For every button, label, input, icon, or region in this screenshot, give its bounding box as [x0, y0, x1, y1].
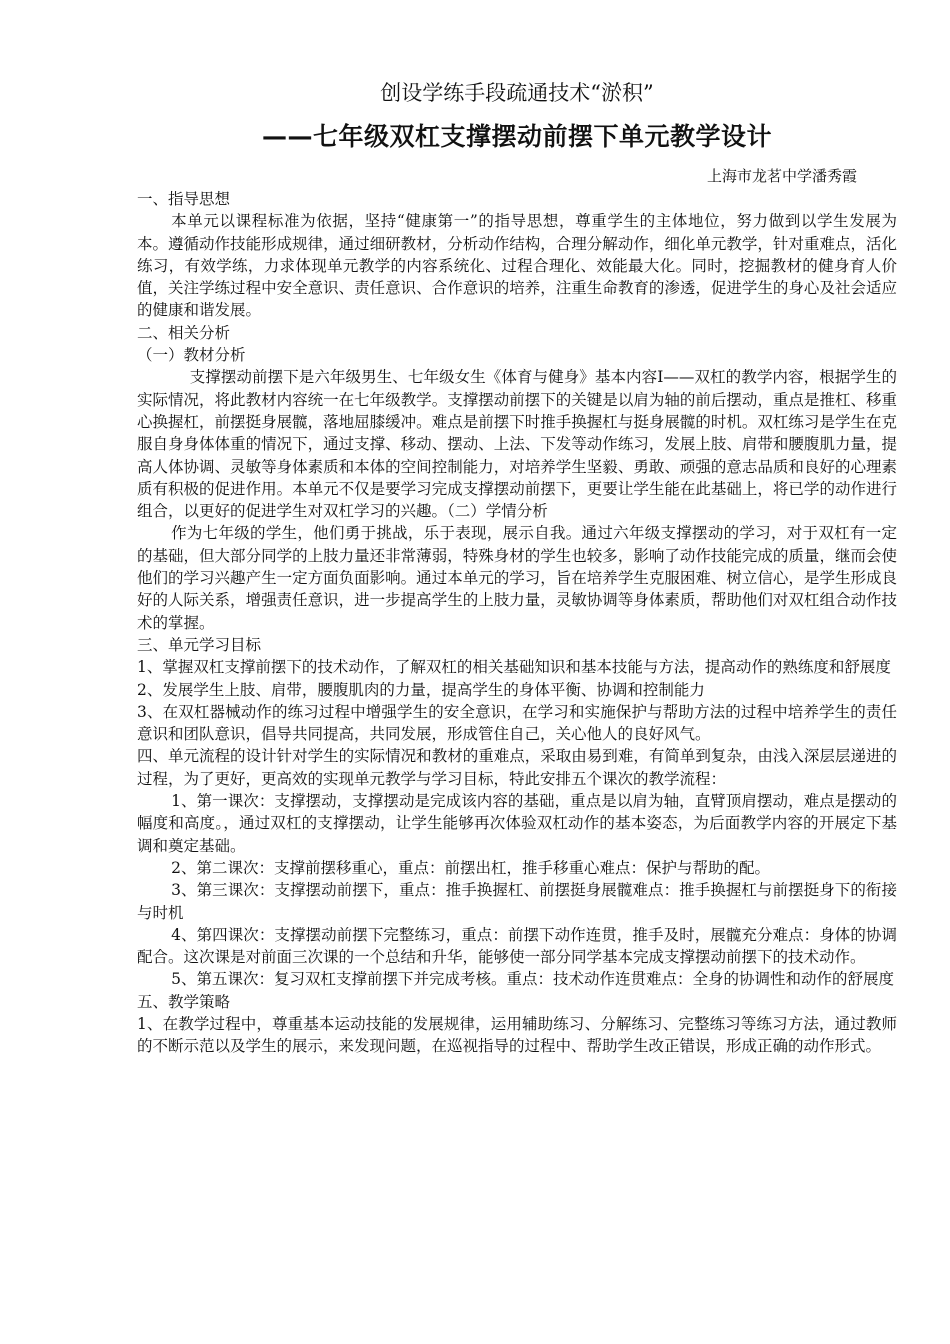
document-page: [137, 78, 897, 1058]
lesson-item: 1、第一课次：支撑摆动，支撑摆动是完成该内容的基础，重点是以肩为轴，直臂顶肩摆动，难点是摆动的幅度和高度。，通过双杠的支撑摆动，让学生能够再次体验双杠动作的基本姿态，为后面教学内容的开展定下基调和奠定基础。: [137, 792, 897, 855]
subsection-heading-material: （一）教材分析: [137, 346, 246, 365]
goal-item: 1、掌握双杠支撑前摆下的技术动作，了解双杠的相关基础知识和基本技能与方法，提高动作的熟练度和舒展度: [137, 658, 891, 677]
document-title: 创设学练手段疏通技术“淤积”: [380, 81, 654, 105]
goal-item: 3、在双杠器械动作的练习过程中增强学生的安全意识，在学习和实施保护与帮助方法的过程中培养学生的责任意识和团队意识，倡导共同提高，共同发展，形成管住自己，关心他人的良好风气。: [137, 702, 897, 744]
author-line: 上海市龙茗中学潘秀霞: [706, 167, 857, 185]
section-heading-analysis: 二、相关分析: [137, 323, 231, 342]
document-subtitle: ——七年级双杠支撑摆动前摆下单元教学设计: [261, 122, 772, 151]
paragraph-guiding-idea: 本单元以课程标准为依据，坚持“健康第一”的指导思想，尊重学生的主体地位，努力做到以学生发展为本。遵循动作技能形成规律，通过细研教材，分析动作结构，合理分解动作，细化单元教学，针对重难点，活化练习，有效学练，力求体现单元教学的内容系统化、过程合理化、效能最大化。同时，挖掘教材的健身育人价值，关注学练过程中安全意识、责任意识、合作意识的培养，注重生命教育的渗透，促进学生的身心及社会适应的健康和谐发展。: [137, 212, 897, 320]
lesson-item: 5、第五课次：复习双杠支撑前摆下并完成考核。重点：技术动作连贯难点：全身的协调性和动作的舒展度: [171, 970, 894, 989]
paragraph-student-analysis: 作为七年级的学生，他们勇于挑战，乐于表现，展示自我。通过六年级支撑摆动的学习，对于双杠有一定的基础，但大部分同学的上肢力量还非常薄弱，特殊身材的学生也较多，影响了动作技能完成的质量，继而会使他们的学习兴趣产生一定方面负面影响。通过本单元的学习，旨在培养学生克服困难、树立信心，是学生形成良好的人际关系，增强责任意识，进一步提高学生的上肢力量，灵敏协调等身体素质，帮助他们对双杠组合动作技术的掌握。: [137, 524, 897, 632]
lesson-item: 2、第二课次：支撑前摆移重心，重点：前摆出杠，推手移重心难点：保护与帮助的配。: [171, 858, 770, 877]
lesson-item: 4、第四课次：支撑摆动前摆下完整练习，重点：前摆下动作连贯，推手及时，展髋充分难点：身体的协调配合。这次课是对前面三次课的一个总结和升华，能够使一部分同学基本完成支撑摆动前摆下的技术动作。: [137, 925, 897, 967]
lesson-item: 3、第三课次：支撑摆动前摆下，重点：推手换握杠、前摆挺身展髋难点：推手换握杠与前摆挺身下的衔接与时机: [137, 881, 897, 922]
paragraph-material-analysis: 支撑摆动前摆下是六年级男生、七年级女生《体育与健身》基本内容Ⅰ——双杠的教学内容，根据学生的实际情况，将此教材内容统一在七年级教学。支撑摆动前摆下的关键是以肩为轴的前后摆动，重点是推杠、移重心换握杠，前摆挺身展髋，落地屈膝缓冲。难点是前摆下时推手换握杠与挺身展髋的时机。双杠练习是学生在克服自身身体体重的情况下，通过支撑、移动、摆动、上法、下发等动作练习，发展上肢、肩带和腰腹肌力量，提高人体协调、灵敏等身体素质和本体的空间控制能力，对培养学生坚毅、勇敢、顽强的意志品质和良好的心理素质有积极的促进作用。本单元不仅是要学习完成支撑摆动前摆下，更要让学生能在此基础上，将已学的动作进行组合，以更好的促进学生对双杠学习的兴趣。（二）学情分析: [137, 368, 897, 521]
section-heading-guiding-idea: 一、指导思想: [137, 190, 231, 208]
section-heading-strategy: 五、教学策略: [137, 992, 231, 1011]
goal-item: 2、发展学生上肢、肩带，腰腹肌肉的力量，提高学生的身体平衡、协调和控制能力: [137, 680, 705, 699]
section-intro-unit-flow: 四、单元流程的设计针对学生的实际情况和教材的重难点，采取由易到难，有简单到复杂，由浅入深层层递进的过程，为了更好，更高效的实现单元教学与学习目标，特此安排五个课次的教学流程：: [137, 747, 897, 788]
strategy-item: 1、在教学过程中，尊重基本运动技能的发展规律，运用辅助练习、分解练习、完整练习等练习方法，通过教师的不断示范以及学生的展示，来发现问题，在巡视指导的过程中、帮助学生改正错误，形成正确的动作形式。: [137, 1014, 897, 1056]
section-heading-goals: 三、单元学习目标: [137, 635, 262, 654]
